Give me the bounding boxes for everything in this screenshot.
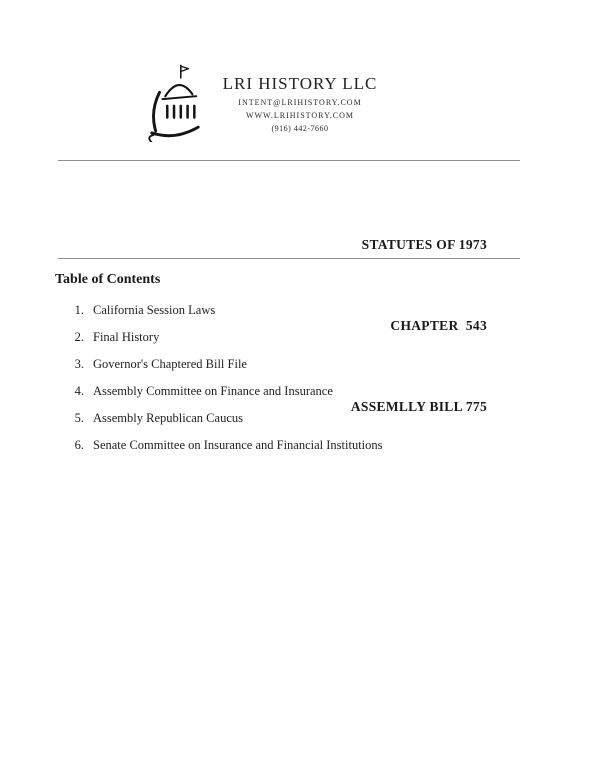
company-website: WWW.LRIHISTORY.COM [245,111,355,120]
toc-item [68,384,383,399]
toc-item [68,330,383,345]
toc-item-label: Assembly Republican Caucus [93,411,243,425]
toc-item-number: 2. [74,330,84,344]
toc-item-number: 1. [74,303,84,317]
capitol-sketch-icon [146,62,204,142]
letterhead [0,60,600,133]
bill-line: ASSEMLLY BILL 775 [350,399,487,414]
toc-item-number: 4. [74,384,84,398]
letterhead-text [0,60,600,133]
toc-item [68,303,383,318]
toc-item-label: Assembly Committee on Finance and Insurance [93,384,333,398]
toc-title: Table of Contents [55,272,161,287]
chapter-line: CHAPTER 543 [390,318,487,333]
toc-item-label: California Session Laws [93,303,216,317]
divider-top [58,160,520,161]
toc-item-number: 6. [74,438,84,452]
toc-item-number: 3. [74,357,84,371]
company-phone: (916) 442-7660 [271,124,329,133]
toc-list [68,303,383,465]
toc-item-label: Final History [93,330,160,344]
company-email: INTENT@LRIHISTORY.COM [238,98,362,107]
toc-item [68,438,383,453]
toc-item [68,357,383,372]
company-name: LRI HISTORY LLC [222,74,378,93]
toc-item-label: Senate Committee on Insurance and Financial Institutions [93,438,383,452]
toc-item-number: 5. [74,411,84,425]
toc-item [68,411,383,426]
statutes-line: STATUTES OF 1973 [361,237,487,252]
divider-middle [58,258,520,259]
toc-item-label: Governor's Chaptered Bill File [93,357,247,371]
